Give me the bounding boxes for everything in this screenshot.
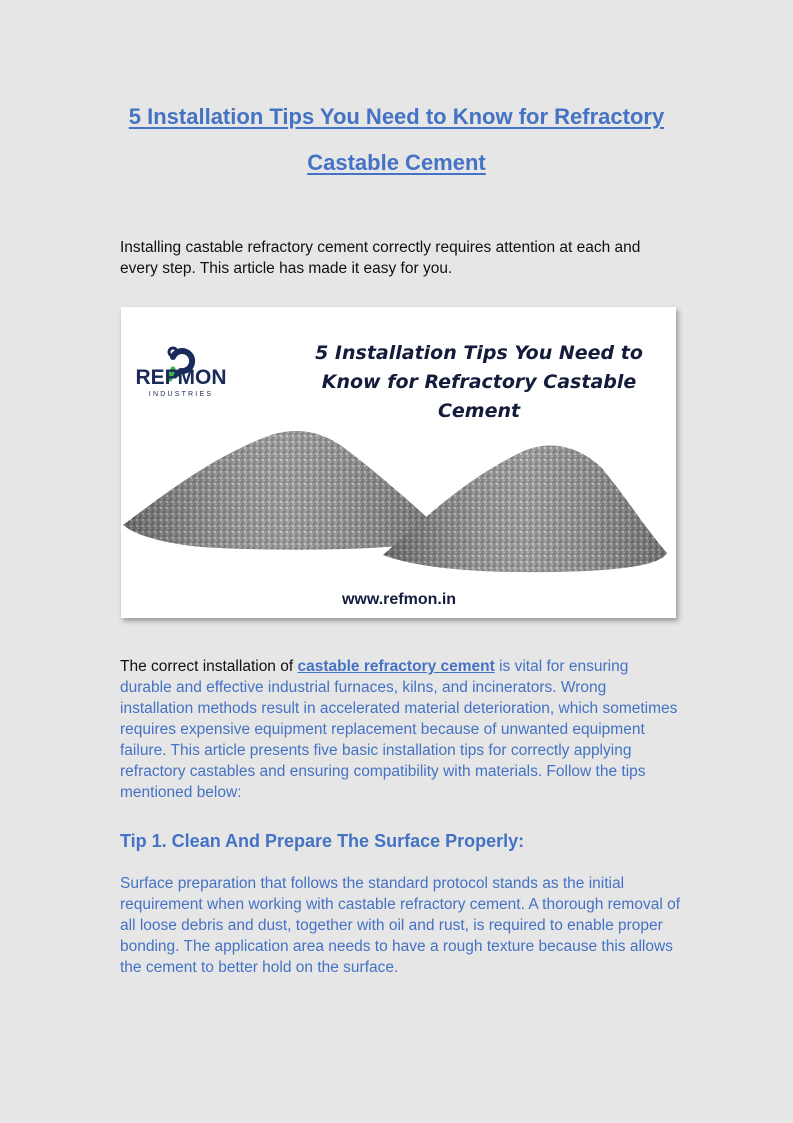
paragraph-1	[120, 656, 680, 803]
banner-graphic	[121, 307, 676, 618]
paragraph-1-rest: is vital for ensuring durable and effective industrial furnaces, kilns, and incinerators. Wrong installation methods result in accelerated material deterioration, which sometimes requires expensive equipment replacement because of unwanted equipment failure. This article presents five basic installation tips for correctly applying refractory castables and ensuring compatibility with materials. Follow the tips mentioned below:	[120, 658, 678, 801]
headline-line-3: Cement	[437, 400, 521, 422]
headline-line-1: 5 Installation Tips You Need to	[315, 342, 643, 364]
banner-url: www.refmon.in	[341, 591, 457, 608]
banner-image	[121, 307, 676, 618]
logo-name: REFMON	[135, 366, 227, 389]
title-line-1[interactable]: 5 Installation Tips You Need to Know for Refractory	[128, 104, 665, 129]
headline-line-2: Know for Refractory Castable	[321, 371, 637, 393]
cement-pile-left	[123, 431, 451, 550]
intro-paragraph: Installing castable refractory cement correctly requires attention at each and every step. This article has made it easy for you.	[120, 239, 641, 277]
paragraph-1-start: The correct installation of	[120, 658, 298, 675]
castable-refractory-cement-link[interactable]: castable refractory cement	[297, 658, 495, 675]
tip-1-heading: Tip 1. Clean And Prepare The Surface Properly:	[120, 831, 525, 851]
title-line-2[interactable]: Castable Cement	[307, 150, 486, 175]
cement-pile-right	[383, 445, 667, 572]
logo-sub: INDUSTRIES	[148, 391, 214, 398]
refmon-logo	[136, 348, 227, 398]
article-title[interactable]	[100, 94, 693, 186]
tip-1-body: Surface preparation that follows the standard protocol stands as the initial requirement when working with castable refractory cement. A thorough removal of all loose debris and dust, together with oil and rust, is required to enable proper bonding. The application area needs to have a rough texture because this allows the cement to better hold on the surface.	[120, 875, 680, 976]
banner-headline	[315, 342, 643, 422]
